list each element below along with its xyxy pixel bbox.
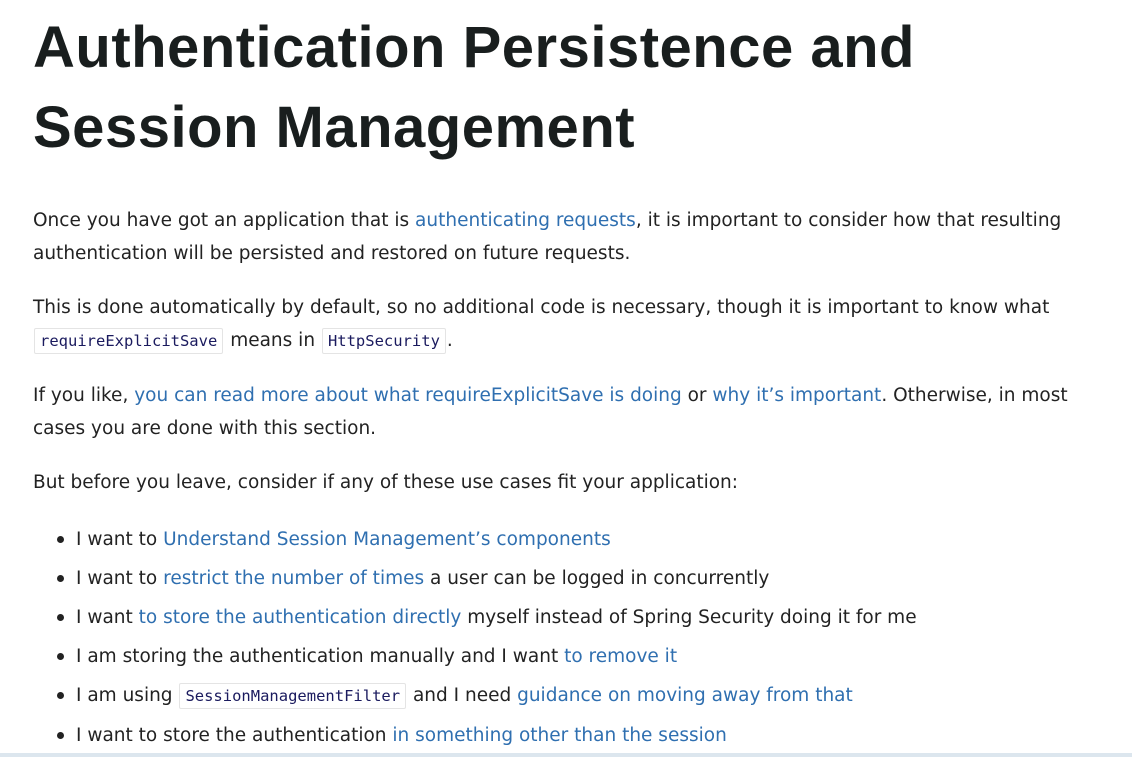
list-item bbox=[76, 676, 1123, 716]
restrict-concurrent-sessions-link[interactable]: restrict the number of times bbox=[163, 568, 425, 589]
require-explicit-save-code: requireExplicitSave bbox=[34, 328, 223, 354]
use-case-list bbox=[33, 520, 1123, 755]
bullet-icon bbox=[57, 614, 64, 621]
require-explicit-save-link[interactable]: you can read more about what requireExplicitSave is doing bbox=[134, 385, 682, 406]
list-item-text: I want to store the authentication bbox=[76, 725, 393, 746]
list-item-text: myself instead of Spring Security doing it for me bbox=[461, 607, 917, 628]
list-item-text: and I need bbox=[407, 685, 518, 706]
list-item bbox=[76, 559, 1123, 598]
read-more-text-1: If you like, bbox=[33, 385, 135, 406]
session-management-filter-code: SessionManagementFilter bbox=[179, 683, 406, 709]
list-item-text: I want bbox=[76, 607, 139, 628]
store-authentication-directly-link[interactable]: to store the authentication directly bbox=[138, 607, 462, 628]
migration-guidance-link[interactable]: guidance on moving away from that bbox=[517, 685, 853, 706]
list-item-text: I want to bbox=[76, 529, 164, 550]
default-text-2: means in bbox=[224, 330, 321, 351]
intro-paragraph bbox=[33, 204, 1123, 270]
list-item bbox=[76, 520, 1123, 559]
list-item-text: I am storing the authentication manually and I want bbox=[76, 646, 565, 667]
intro-text-1: Once you have got an application that is bbox=[33, 210, 416, 231]
bullet-icon bbox=[57, 653, 64, 660]
bottom-divider bbox=[0, 753, 1132, 757]
default-text-1: This is done automatically by default, so no additional code is necessary, though it is important to know what bbox=[33, 297, 1050, 318]
list-item bbox=[76, 598, 1123, 637]
session-components-link[interactable]: Understand Session Management’s components bbox=[163, 529, 611, 550]
read-more-text-3: . Otherwise, in most cases you are done with this section. bbox=[33, 385, 1068, 439]
page-title bbox=[33, 0, 1123, 168]
list-item bbox=[76, 637, 1123, 676]
bullet-icon bbox=[57, 536, 64, 543]
http-security-code: HttpSecurity bbox=[322, 328, 446, 354]
list-item bbox=[76, 716, 1123, 755]
why-important-link[interactable]: why it’s important bbox=[712, 385, 882, 406]
default-behavior-paragraph bbox=[33, 291, 1123, 358]
list-item-text: a user can be logged in concurrently bbox=[424, 568, 770, 589]
intro-text-2: , it is important to consider how that resulting authentication will be persisted and restored on future requests. bbox=[33, 210, 1062, 264]
authenticating-requests-link[interactable]: authenticating requests bbox=[415, 210, 636, 231]
other-storage-link[interactable]: in something other than the session bbox=[392, 725, 727, 746]
use-cases-intro: But before you leave, consider if any of these use cases fit your application: bbox=[33, 472, 739, 493]
page-title-line-2: Session Management bbox=[33, 95, 636, 160]
article bbox=[33, 0, 1123, 755]
read-more-text-2: or bbox=[681, 385, 713, 406]
default-text-3: . bbox=[446, 330, 453, 351]
remove-authentication-link[interactable]: to remove it bbox=[564, 646, 678, 667]
bullet-icon bbox=[57, 692, 64, 699]
list-item-text: I want to bbox=[76, 568, 164, 589]
list-item-text: I am using bbox=[76, 685, 179, 706]
read-more-paragraph bbox=[33, 379, 1123, 445]
bullet-icon bbox=[57, 575, 64, 582]
bullet-icon bbox=[57, 732, 64, 739]
page-title-line-1: Authentication Persistence and bbox=[33, 15, 915, 80]
